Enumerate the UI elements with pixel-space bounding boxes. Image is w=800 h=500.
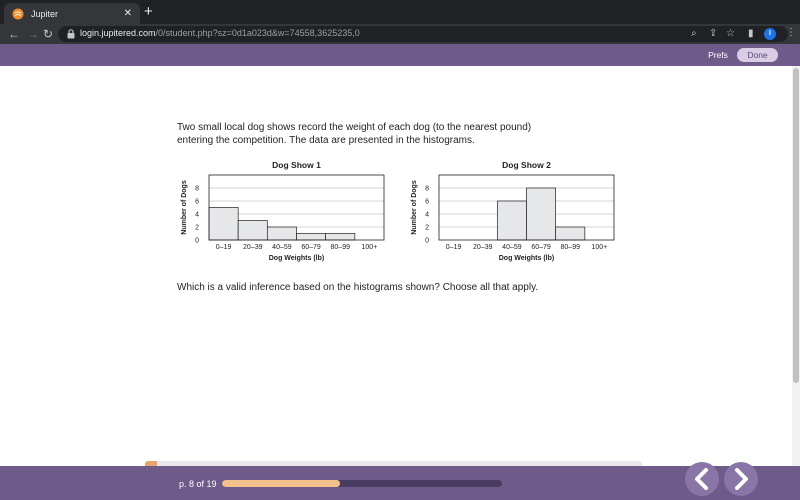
y-tick-label: 4 — [425, 211, 429, 219]
x-tick-label: 0–19 — [445, 244, 462, 251]
histogram-dog-show-1 — [175, 158, 415, 266]
y-tick-label: 8 — [195, 185, 199, 193]
x-tick-label: 40–59 — [502, 244, 522, 251]
new-tab-icon[interactable]: + — [144, 3, 153, 20]
y-tick-label: 4 — [195, 211, 199, 219]
histogram-bar — [326, 234, 355, 241]
y-tick-label: 2 — [195, 224, 199, 232]
browser-toolbar — [0, 24, 800, 44]
x-tick-label: 100+ — [361, 244, 378, 251]
scrollbar-thumb[interactable] — [793, 68, 799, 383]
done-button[interactable]: Done — [737, 48, 778, 62]
question-intro: Two small local dog shows record the weight of each dog (to the nearest pound) entering the competition. The data are presented in the histograms. — [177, 122, 532, 146]
chevron-right-icon — [732, 468, 750, 490]
histogram-bar — [497, 201, 526, 240]
jupiter-favicon-icon — [12, 8, 24, 20]
tab-title: Jupiter — [31, 8, 59, 19]
tab-close-icon[interactable]: ✕ — [123, 8, 132, 19]
x-axis-title: Dog Weights (lb) — [498, 255, 555, 262]
share-icon[interactable]: ⇪ — [709, 28, 718, 39]
y-axis-title: Number of Dogs — [411, 180, 418, 235]
histogram-bar — [209, 208, 238, 241]
address-bar[interactable] — [58, 26, 788, 42]
x-tick-label: 60–79 — [531, 244, 551, 251]
page-indicator: p. 8 of 19 — [179, 479, 217, 489]
x-tick-label: 60–79 — [301, 244, 321, 251]
x-tick-label: 80–99 — [330, 244, 350, 251]
back-icon[interactable]: ← — [8, 27, 20, 41]
histogram-bar — [267, 227, 296, 240]
browser-tab[interactable] — [4, 3, 140, 24]
prefs-button[interactable]: Prefs — [708, 50, 728, 60]
x-tick-label: 40–59 — [272, 244, 292, 251]
x-tick-label: 100+ — [591, 244, 608, 251]
reload-icon[interactable]: ↻ — [43, 27, 54, 41]
profile-avatar[interactable]: I — [764, 28, 776, 40]
zoom-icon[interactable]: ⌕ — [691, 28, 697, 39]
histogram-bar — [556, 227, 585, 240]
chart-title: Dog Show 2 — [502, 160, 551, 170]
histogram-bar — [527, 188, 556, 240]
browser-menu-icon[interactable]: ⋮ — [786, 27, 796, 38]
previous-button[interactable] — [685, 462, 719, 496]
histogram-dog-show-2 — [405, 158, 645, 266]
x-tick-label: 0–19 — [215, 244, 232, 251]
lock-icon — [67, 29, 75, 39]
y-tick-label: 0 — [195, 237, 199, 245]
x-tick-label: 20–39 — [243, 244, 263, 251]
chart-title: Dog Show 1 — [272, 160, 321, 170]
y-axis-title: Number of Dogs — [181, 180, 188, 235]
y-tick-label: 8 — [425, 185, 429, 193]
question-prompt: Which is a valid inference based on the histograms shown? Choose all that apply. — [177, 282, 539, 293]
x-tick-label: 80–99 — [560, 244, 580, 251]
forward-icon[interactable]: → — [27, 27, 39, 41]
histogram-1-svg — [175, 158, 415, 266]
x-tick-label: 20–39 — [473, 244, 493, 251]
y-tick-label: 6 — [425, 198, 429, 206]
url-text: login.jupitered.com/0/student.php?sz=0d1a023d&w=74558,3625235,0 — [80, 28, 360, 38]
x-axis-title: Dog Weights (lb) — [268, 255, 325, 262]
histogram-2-svg — [405, 158, 645, 266]
y-tick-label: 2 — [425, 224, 429, 232]
browser-tab-bar — [0, 0, 800, 24]
bookmark-star-icon[interactable]: ☆ — [726, 28, 735, 39]
histogram-bar — [238, 221, 267, 241]
chevron-left-icon — [693, 468, 711, 490]
app-header — [0, 44, 800, 66]
histogram-bar — [297, 234, 326, 241]
progress-fill — [222, 480, 340, 487]
progress-bar — [222, 480, 502, 487]
side-panel-icon[interactable]: ▮ — [748, 28, 754, 39]
next-button[interactable] — [724, 462, 758, 496]
y-tick-label: 0 — [425, 237, 429, 245]
y-tick-label: 6 — [195, 198, 199, 206]
